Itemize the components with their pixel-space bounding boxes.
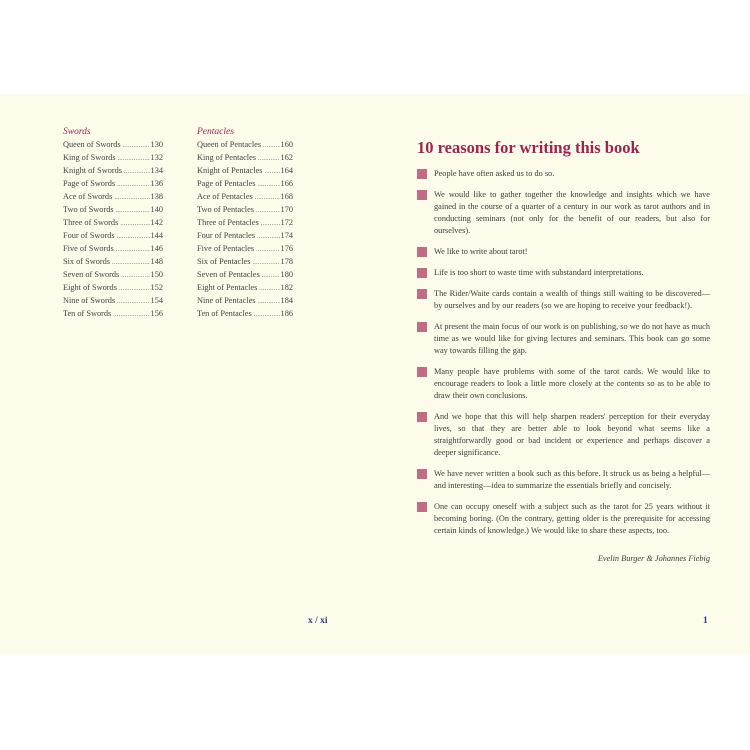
toc-entry [63, 152, 163, 165]
reasons-list [417, 168, 710, 546]
reason-item [417, 189, 710, 237]
toc-entry-page: 148 [150, 257, 163, 266]
toc-entry-label: Five of Swords [63, 244, 114, 253]
toc-entry-page: 150 [150, 270, 163, 279]
toc-entry [63, 243, 163, 256]
toc-entry [63, 139, 163, 152]
toc-entry-page: 176 [280, 244, 293, 253]
toc-leader-dots [112, 258, 150, 269]
toc-leader-dots [120, 219, 149, 230]
book-spread [0, 94, 750, 654]
reason-text: Many people have problems with some of the tarot cards. We would like to encourage readers to look a little more closely at the contents so as to be able to draw their own conclusions. [434, 367, 710, 400]
toc-entry [63, 165, 163, 178]
square-bullet-icon [417, 268, 427, 278]
toc-entry-label: Three of Swords [63, 218, 119, 227]
toc-entry [197, 256, 293, 269]
toc-leader-dots [119, 284, 150, 295]
toc-entry-label: Four of Swords [63, 231, 115, 240]
toc-leader-dots [258, 297, 280, 308]
toc-leader-dots [256, 206, 280, 217]
reason-item [417, 288, 710, 312]
toc-entry-page: 134 [150, 166, 163, 175]
toc-leader-dots [124, 167, 150, 178]
reason-text: We would like to gather together the knowledge and insights which we have gained in the course of a quarter of a century in our work as tarot authors and in conducting seminars (not only for the benefit of our readers, but also for ourselves). [434, 190, 710, 235]
toc-entry-page: 142 [150, 218, 163, 227]
toc-entry-page: 164 [280, 166, 293, 175]
toc-entry-label: Knight of Swords [63, 166, 123, 175]
toc-leader-dots [117, 232, 150, 243]
reason-item [417, 366, 710, 402]
toc-entry [197, 269, 293, 282]
toc-pentacles-list [197, 139, 293, 321]
reason-text: The Rider/Waite cards contain a wealth of things still waiting to be discovered—by ourselves and by our readers (so we are hoping to receive your feedback!). [434, 289, 710, 310]
toc-entry-page: 170 [280, 205, 293, 214]
toc-swords-list [63, 139, 163, 321]
toc-entry-page: 172 [280, 218, 293, 227]
toc-leader-dots [262, 271, 280, 282]
page-heading: 10 reasons for writing this book [417, 138, 640, 157]
reason-text: We like to write about tarot! [434, 247, 528, 256]
toc-entry-label: Nine of Pentacles [197, 296, 256, 305]
folio-right: 1 [703, 616, 708, 626]
toc-entry [197, 282, 293, 295]
toc-leader-dots [258, 154, 280, 165]
toc-entry-page: 182 [280, 283, 293, 292]
toc-entry-page: 168 [280, 192, 293, 201]
toc-entry-label: Eight of Pentacles [197, 283, 258, 292]
toc-entry-label: Six of Pentacles [197, 257, 251, 266]
square-bullet-icon [417, 412, 427, 422]
toc-leader-dots [263, 141, 280, 152]
toc-entry [63, 217, 163, 230]
toc-leader-dots [123, 141, 150, 152]
square-bullet-icon [417, 367, 427, 377]
toc-entry [197, 152, 293, 165]
toc-entry [63, 178, 163, 191]
reason-text: At present the main focus of our work is on publishing, so we do not have as much time as we would like for giving lectures and seminars. This book can go some way towards filling the gap. [434, 322, 710, 355]
toc-entry [197, 204, 293, 217]
toc-entry [63, 295, 163, 308]
toc-entry [63, 191, 163, 204]
toc-entry-label: King of Pentacles [197, 153, 256, 162]
toc-entry-label: Seven of Pentacles [197, 270, 260, 279]
square-bullet-icon [417, 289, 427, 299]
toc-entry-page: 154 [150, 296, 163, 305]
toc-entry-page: 152 [150, 283, 163, 292]
toc-entry [197, 165, 293, 178]
toc-entry [63, 282, 163, 295]
toc-swords-column [63, 126, 163, 321]
toc-entry-page: 136 [150, 179, 163, 188]
square-bullet-icon [417, 169, 427, 179]
reason-text: Life is too short to waste time with substandard interpretations. [434, 268, 644, 277]
toc-entry [197, 243, 293, 256]
toc-entry-label: Two of Pentacles [197, 205, 255, 214]
toc-entry-label: Ten of Pentacles [197, 309, 252, 318]
square-bullet-icon [417, 247, 427, 257]
reason-item [417, 468, 710, 492]
toc-entry-page: 162 [280, 153, 293, 162]
toc-entry-label: Ace of Swords [63, 192, 113, 201]
toc-entry [197, 308, 293, 321]
toc-entry-page: 146 [150, 244, 163, 253]
toc-entry-label: Queen of Swords [63, 140, 121, 149]
toc-entry-page: 144 [150, 231, 163, 240]
toc-entry [197, 295, 293, 308]
toc-entry-label: Ace of Pentacles [197, 192, 253, 201]
toc-leader-dots [256, 245, 279, 256]
toc-leader-dots [261, 219, 280, 230]
toc-leader-dots [113, 310, 149, 321]
reason-item [417, 267, 710, 279]
toc-swords-title: Swords [63, 127, 91, 137]
toc-entry [197, 191, 293, 204]
toc-entry-label: Five of Pentacles [197, 244, 255, 253]
toc-leader-dots [121, 271, 149, 282]
toc-entry-label: Two of Swords [63, 205, 114, 214]
toc-leader-dots [255, 193, 280, 204]
toc-entry-page: 178 [280, 257, 293, 266]
toc-entry-label: Page of Swords [63, 179, 116, 188]
toc-pentacles-column [197, 126, 293, 321]
toc-entry-page: 174 [280, 231, 293, 240]
toc-entry-page: 140 [150, 205, 163, 214]
toc-entry-label: Four of Pentacles [197, 231, 256, 240]
toc-leader-dots [114, 193, 149, 204]
toc-entry [197, 217, 293, 230]
reason-item [417, 501, 710, 537]
toc-entry-page: 138 [150, 192, 163, 201]
toc-entry-label: Queen of Pentacles [197, 140, 262, 149]
toc-leader-dots [118, 154, 150, 165]
reason-item [417, 411, 710, 459]
reason-item [417, 168, 710, 180]
square-bullet-icon [417, 469, 427, 479]
toc-entry-page: 156 [150, 309, 163, 318]
toc-entry [197, 230, 293, 243]
toc-leader-dots [252, 258, 279, 269]
toc-leader-dots [257, 232, 279, 243]
folio-left: x / xi [308, 616, 328, 626]
toc-entry-page: 180 [280, 270, 293, 279]
toc-entry [63, 230, 163, 243]
toc-leader-dots [264, 167, 279, 178]
toc-entry-page: 184 [280, 296, 293, 305]
toc-entry [63, 204, 163, 217]
toc-entry-label: Knight of Pentacles [197, 166, 263, 175]
authors-signature: Evelin Burger & Johannes Fiebig [597, 554, 710, 563]
toc-entry [197, 139, 293, 152]
reason-item [417, 321, 710, 357]
toc-entry-label: Ten of Swords [63, 309, 112, 318]
toc-entry-label: Nine of Swords [63, 296, 116, 305]
reason-text: People have often asked us to do so. [434, 169, 555, 178]
toc-leader-dots [258, 180, 280, 191]
toc-entry-label: Three of Pentacles [197, 218, 259, 227]
toc-leader-dots [117, 297, 149, 308]
square-bullet-icon [417, 322, 427, 332]
toc-entry-label: Seven of Swords [63, 270, 120, 279]
toc-leader-dots [116, 245, 150, 256]
toc-entry [197, 178, 293, 191]
toc-leader-dots [259, 284, 279, 295]
toc-entry [63, 256, 163, 269]
toc-leader-dots [117, 180, 149, 191]
toc-pentacles-title: Pentacles [197, 127, 234, 137]
reason-text: And we hope that this will help sharpen readers' perception for their everyday lives, so that they are better able to look beyond what seems like a straightforwardly good or bad incident or experience and perhaps discover a deeper significance. [434, 412, 710, 457]
toc-entry-label: Six of Swords [63, 257, 111, 266]
toc-entry-page: 130 [150, 140, 163, 149]
toc-leader-dots [254, 310, 280, 321]
reason-item [417, 246, 710, 258]
toc-entry-label: Eight of Swords [63, 283, 117, 292]
square-bullet-icon [417, 190, 427, 200]
toc-entry [63, 308, 163, 321]
square-bullet-icon [417, 502, 427, 512]
reason-text: We have never written a book such as this before. It struck us as being a helpful—and interesting—idea to summarize the essentials briefly and concisely. [434, 469, 710, 490]
toc-entry-page: 132 [150, 153, 163, 162]
reason-text: One can occupy oneself with a subject such as the tarot for 25 years without it becoming boring. (On the contrary, getting older is the prerequisite for accessing certain kinds of knowledge.) We would like to share these aspects, too. [434, 502, 710, 535]
toc-entry-page: 166 [280, 179, 293, 188]
toc-entry-page: 160 [280, 140, 293, 149]
toc-entry-label: Page of Pentacles [197, 179, 256, 188]
toc-entry-label: King of Swords [63, 153, 116, 162]
toc-entry [63, 269, 163, 282]
toc-leader-dots [116, 206, 150, 217]
toc-entry-page: 186 [280, 309, 293, 318]
